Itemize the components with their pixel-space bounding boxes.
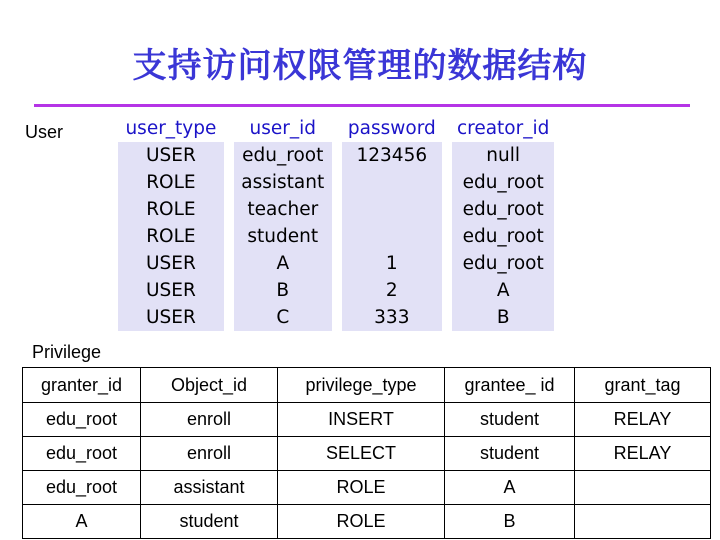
title-divider bbox=[34, 104, 690, 107]
password-cell: 2 bbox=[342, 277, 442, 304]
user-table bbox=[108, 115, 636, 331]
object-id-cell: enroll bbox=[141, 403, 278, 437]
privilege-type-cell: INSERT bbox=[278, 403, 445, 437]
creator-id-cell: B bbox=[452, 304, 554, 331]
user-table-header-row bbox=[118, 115, 626, 142]
user-id-cell: B bbox=[234, 277, 332, 304]
table-row bbox=[23, 437, 711, 471]
user-id-cell: edu_root bbox=[234, 142, 332, 169]
table-row bbox=[23, 403, 711, 437]
object-id-cell: enroll bbox=[141, 437, 278, 471]
priv-col-granter-id-header: granter_id bbox=[23, 368, 141, 403]
table-row bbox=[118, 304, 626, 331]
grant-tag-cell bbox=[575, 505, 711, 539]
user-id-cell: student bbox=[234, 223, 332, 250]
table-row bbox=[118, 142, 626, 169]
grantee-id-cell: A bbox=[445, 471, 575, 505]
user-type-cell: USER bbox=[118, 250, 224, 277]
granter-id-cell: edu_root bbox=[23, 403, 141, 437]
password-cell bbox=[342, 196, 442, 223]
user-type-cell: USER bbox=[118, 277, 224, 304]
table-row bbox=[118, 223, 626, 250]
privilege-type-cell: ROLE bbox=[278, 505, 445, 539]
table-row bbox=[23, 471, 711, 505]
user-type-cell: USER bbox=[118, 304, 224, 331]
priv-col-privilege-type-header: privilege_type bbox=[278, 368, 445, 403]
creator-id-cell: edu_root bbox=[452, 169, 554, 196]
table-row bbox=[118, 169, 626, 196]
grant-tag-cell: RELAY bbox=[575, 403, 711, 437]
password-cell bbox=[342, 223, 442, 250]
user-type-cell: USER bbox=[118, 142, 224, 169]
grant-tag-cell: RELAY bbox=[575, 437, 711, 471]
password-cell: 123456 bbox=[342, 142, 442, 169]
object-id-cell: student bbox=[141, 505, 278, 539]
creator-id-cell: A bbox=[452, 277, 554, 304]
creator-id-cell: edu_root bbox=[452, 196, 554, 223]
creator-id-cell: edu_root bbox=[452, 223, 554, 250]
password-cell bbox=[342, 169, 442, 196]
granter-id-cell: edu_root bbox=[23, 437, 141, 471]
table-row bbox=[118, 277, 626, 304]
object-id-cell: assistant bbox=[141, 471, 278, 505]
priv-col-grantee-id-header: grantee_ id bbox=[445, 368, 575, 403]
priv-col-object-id-header: Object_id bbox=[141, 368, 278, 403]
creator-id-cell: edu_root bbox=[452, 250, 554, 277]
table-row bbox=[23, 505, 711, 539]
grantee-id-cell: B bbox=[445, 505, 575, 539]
table-row bbox=[118, 196, 626, 223]
user-col-creator-id-header: creator_id bbox=[456, 118, 550, 139]
page-title: 支持访问权限管理的数据结构 bbox=[132, 46, 588, 86]
grantee-id-cell: student bbox=[445, 437, 575, 471]
privilege-table-header-row bbox=[23, 368, 711, 403]
user-id-cell: assistant bbox=[234, 169, 332, 196]
granter-id-cell: A bbox=[23, 505, 141, 539]
privilege-table-label: Privilege bbox=[32, 342, 102, 362]
user-id-cell: A bbox=[234, 250, 332, 277]
user-col-password-header: password bbox=[347, 118, 436, 139]
privilege-table bbox=[22, 367, 711, 539]
table-row bbox=[118, 250, 626, 277]
grant-tag-cell bbox=[575, 471, 711, 505]
creator-id-cell: null bbox=[452, 142, 554, 169]
user-col-user-type-header: user_type bbox=[125, 118, 217, 139]
user-id-cell: teacher bbox=[234, 196, 332, 223]
privilege-type-cell: ROLE bbox=[278, 471, 445, 505]
user-table-label: User bbox=[25, 122, 64, 142]
grantee-id-cell: student bbox=[445, 403, 575, 437]
password-cell: 1 bbox=[342, 250, 442, 277]
user-col-user-id-header: user_id bbox=[249, 118, 317, 139]
user-type-cell: ROLE bbox=[118, 169, 224, 196]
password-cell: 333 bbox=[342, 304, 442, 331]
granter-id-cell: edu_root bbox=[23, 471, 141, 505]
privilege-type-cell: SELECT bbox=[278, 437, 445, 471]
priv-col-grant-tag-header: grant_tag bbox=[575, 368, 711, 403]
user-type-cell: ROLE bbox=[118, 223, 224, 250]
user-id-cell: C bbox=[234, 304, 332, 331]
user-type-cell: ROLE bbox=[118, 196, 224, 223]
